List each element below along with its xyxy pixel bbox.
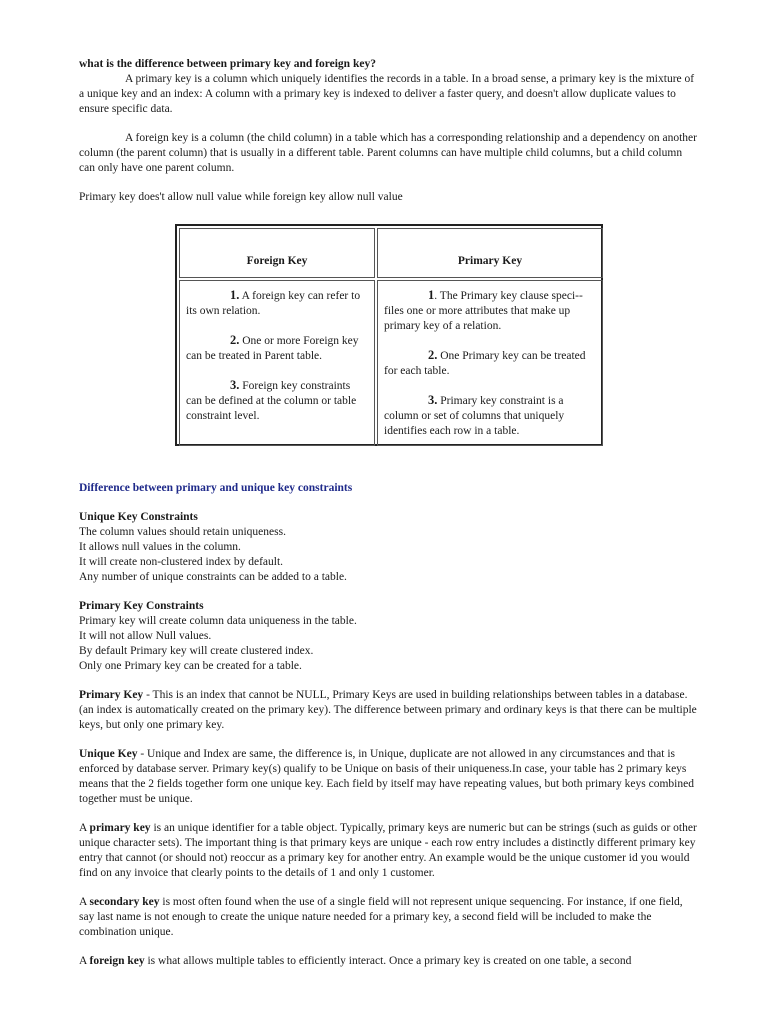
primary-line: By default Primary key will create clustered index. [79,645,314,657]
primary-line: Only one Primary key can be created for a table. [79,660,302,672]
primary-line: It will not allow Null values. [79,630,212,642]
unique-line: The column values should retain uniqueness. [79,526,286,538]
primary-key-cell [377,280,603,446]
secondary-key-paragraph: A secondary key is most often found when the use of a single field will not represent unique sequencing. For instance, if one field, say last name is not enough to create the unique nature needed for a primary key, a second field will be included to make the combination unique. [79,896,683,938]
null-note: Primary key does't allow null value while foreign key allow null value [79,191,403,203]
section-heading: Difference between primary and unique key constraints [79,482,353,494]
intro-paragraph-1: A primary key is a column which uniquely identifies the records in a table. In a broad sense, a primary key is the mixture of a unique key and an index: A column with a primary key is indexed to deliver a faster query, and doesn't allow duplicate values to ensure specific data. [79,73,695,115]
foreign-key-cell [179,280,375,446]
unique-line: Any number of unique constraints can be added to a table. [79,571,347,583]
foreign-key-paragraph: A foreign key is what allows multiple tables to efficiently interact. Once a primary key is created on one table, a second [79,955,632,967]
a-primary-key-paragraph: A primary key is an unique identifier for a table object. Typically, primary keys are numeric but can be strings (such as guids or other unique character sets). The important thing is that primary keys are unique - each row entry includes a distinctly different primary key entry that cannot (or should not) reoccur as a primary key for another entry. An example would be the unique customer id you would find on any invoice that clearly points to the details of 1 and only 1 customer. [79,822,697,879]
intro-paragraph-2: A foreign key is a column (the child column) in a table which has a corresponding relationship and a dependency on another column (the parent column) that is usually in a different table. Parent columns can have multiple child columns, but a child column can only have one parent column. [79,132,697,174]
header-foreign-label: Foreign Key [246,255,308,267]
primary-key-paragraph: Primary Key - This is an index that cannot be NULL, Primary Keys are used in building relationships between tables in a database. (an index is automatically created on the primary key). The difference between primary and ordinary keys is that there can be multiple keys, but only one primary key. [79,689,697,731]
primary-point-3: 3. Primary key constraint is a column or set of columns that uniquely identifies each row in a table. [384,393,565,437]
foreign-point-1: 1. A foreign key can refer to its own relation. [186,288,361,317]
foreign-point-2: 2. One or more Foreign key can be treated in Parent table. [186,333,359,362]
primary-point-2: 2. One Primary key can be treated for each table. [384,348,586,377]
header-primary-label: Primary Key [457,255,523,267]
table-header-foreign [179,228,375,278]
unique-line: It will create non-clustered index by default. [79,556,284,568]
document-bottom [79,481,699,969]
document-top [79,57,699,205]
unique-line: It allows null values in the column. [79,541,241,553]
table-header-primary [377,228,603,278]
foreign-point-3: 3. Foreign key constraints can be defined at the column or table constraint level. [186,378,357,422]
primary-line: Primary key will create column data uniqueness in the table. [79,615,357,627]
primary-constraints-title: Primary Key Constraints [79,600,204,612]
page-title: what is the difference between primary key and foreign key? [79,58,376,70]
unique-constraints-title: Unique Key Constraints [79,511,198,523]
unique-key-paragraph: Unique Key - Unique and Index are same, the difference is, in Unique, duplicate are not allowed in any circumstances and that is enforced by database server. Primary key(s) qualify to be Unique on basis of their uniqueness.In case, your table has 2 primary keys means that the 2 fields together form one unique key. Each field by itself may have repeating values, but both primary keys combined together must be unique. [79,748,694,805]
comparison-table [175,224,603,446]
primary-point-1: 1. The Primary key clause speci-- files one or more attributes that make up primary key of a relation. [384,288,583,332]
